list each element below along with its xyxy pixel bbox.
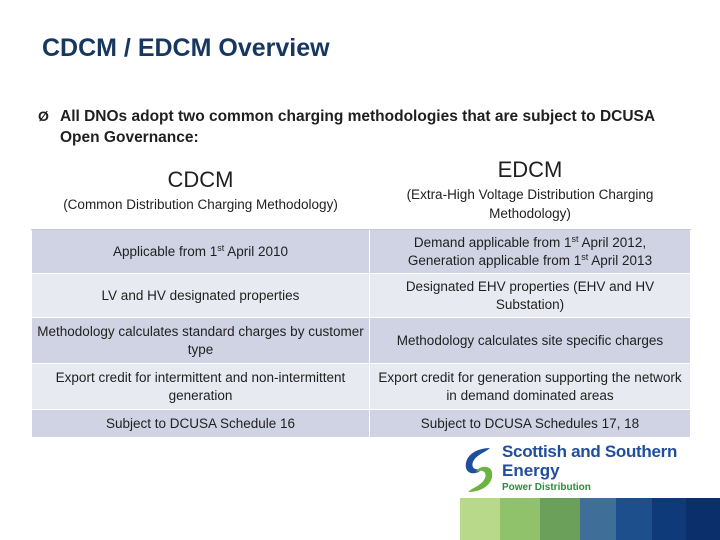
row-cdcm-cell: LV and HV designated properties xyxy=(32,274,370,318)
cell-text: April 2012, xyxy=(578,234,647,250)
cell-text: Applicable from 1 xyxy=(112,243,218,259)
row-edcm-cell: Designated EHV properties (EHV and HV Substation) xyxy=(370,274,691,318)
row-edcm-cell xyxy=(370,230,691,274)
header-cdcm xyxy=(32,151,370,230)
cell-text: April 2010 xyxy=(224,243,289,259)
cell-superscript: st xyxy=(581,251,589,262)
footer-band-segment xyxy=(500,498,540,540)
footer-band-segment xyxy=(540,498,580,540)
header-edcm-subtitle: (Extra-High Voltage Distribution Charging Methodology) xyxy=(406,187,654,221)
footer-band-segment xyxy=(652,498,686,540)
comparison-table xyxy=(31,150,691,438)
footer-band-segment xyxy=(580,498,616,540)
table-row xyxy=(32,410,691,438)
bullet-text: All DNOs adopt two common charging methodologies that are subject to DCUSA Open Governance: xyxy=(60,108,655,146)
table-header-row xyxy=(32,151,691,230)
footer-band-segment xyxy=(686,498,720,540)
cell-superscript: st xyxy=(217,242,225,253)
logo-line1: Scottish and Southern xyxy=(502,442,678,461)
footer-band-segment xyxy=(616,498,652,540)
logo-line3: Power Distribution xyxy=(502,482,591,493)
header-cdcm-subtitle: (Common Distribution Charging Methodology) xyxy=(63,196,338,212)
logo-line2: Energy xyxy=(502,461,560,480)
header-edcm-title: EDCM xyxy=(497,157,563,182)
bullet-arrow-icon: Ø xyxy=(38,108,49,124)
row-edcm-cell: Export credit for generation supporting the network in demand dominated areas xyxy=(370,364,691,410)
row-cdcm-cell: Subject to DCUSA Schedule 16 xyxy=(32,410,370,438)
row-cdcm-cell: Methodology calculates standard charges by customer type xyxy=(32,318,370,364)
header-edcm xyxy=(370,151,691,230)
row-edcm-cell: Methodology calculates site specific charges xyxy=(370,318,691,364)
table-row xyxy=(32,230,691,274)
footer-band-segment xyxy=(0,498,460,540)
cell-text: Demand applicable from 1 xyxy=(413,234,572,250)
row-edcm-cell: Subject to DCUSA Schedules 17, 18 xyxy=(370,410,691,438)
bullet-point xyxy=(38,106,688,148)
cell-superscript: st xyxy=(571,233,579,244)
table-row xyxy=(32,364,691,410)
footer-band-segment xyxy=(460,498,500,540)
row-cdcm-cell: Export credit for intermittent and non-intermittent generation xyxy=(32,364,370,410)
sse-swirl-logo-icon xyxy=(460,444,498,496)
row-cdcm-cell xyxy=(32,230,370,274)
footer-color-band xyxy=(0,498,720,540)
table-row xyxy=(32,274,691,318)
company-logo xyxy=(460,440,700,498)
cell-text: April 2013 xyxy=(588,252,653,268)
cell-text: Generation applicable from 1 xyxy=(407,252,582,268)
slide-title: CDCM / EDCM Overview xyxy=(42,34,330,62)
header-cdcm-title: CDCM xyxy=(167,166,234,192)
table-row xyxy=(32,318,691,364)
